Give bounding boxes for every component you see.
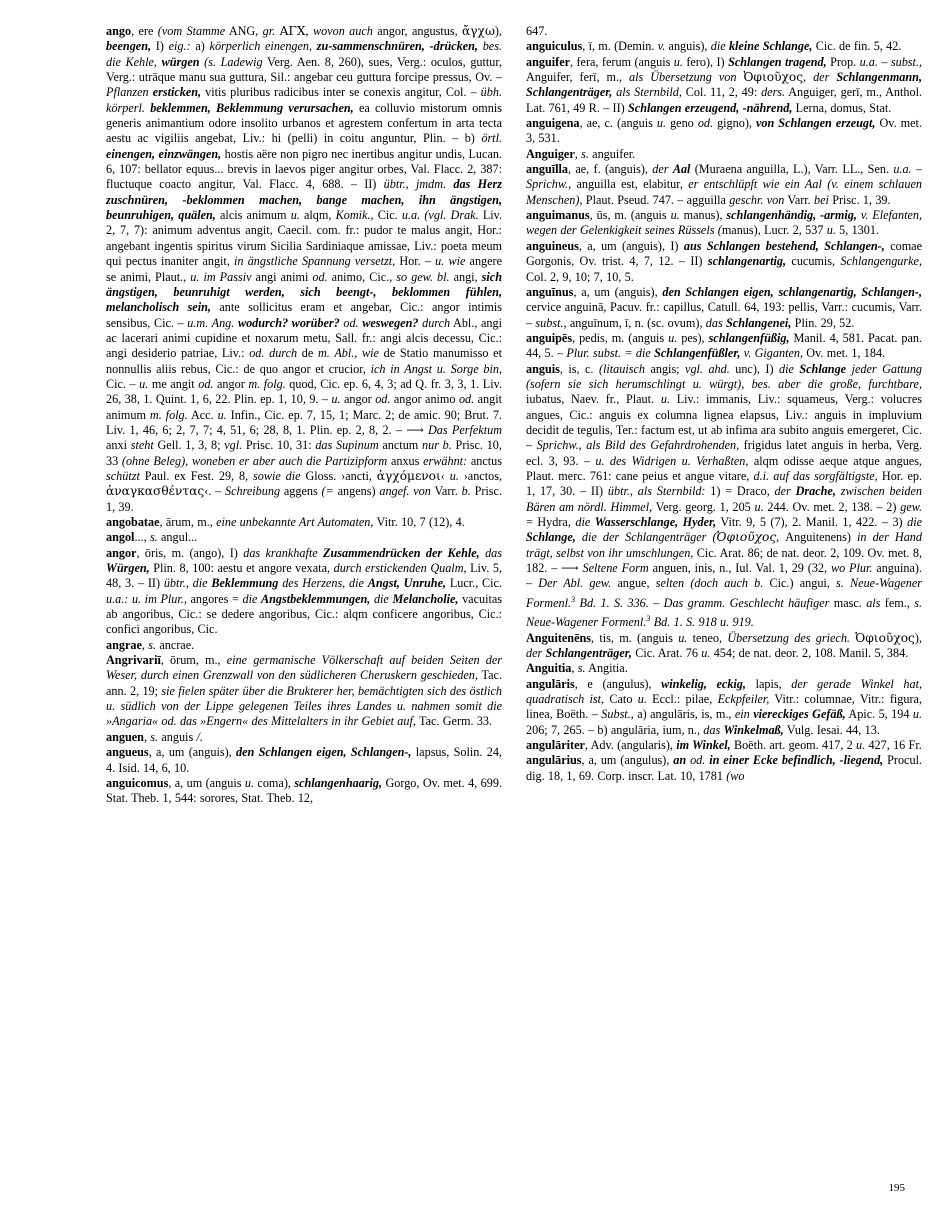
dictionary-entry: anguifer, fera, ferum (anguis u. fero), I) Schlangen tragend, Prop. u.a. – subst., Anguifer, ferī, m., als Übersetzung von Ὀφιοῦχος, der Schlangenmann, Schlangenträger, als Sternbild, Col. 11, 2, 49: ders. Anguiger, gerī, m., Anthol. Lat. 761, 49 R. – II) Schlangen erzeugend, -nährend, Lerna, domus, Stat.: [526, 54, 923, 115]
dictionary-entry: anguicomus, a, um (anguis u. coma), schlangenhaarig, Gorgo, Ov. met. 4, 699. Stat. Theb. 1, 544: sorores, Stat. Theb. 12,: [106, 775, 502, 806]
dictionary-entry: anguen, s. anguis /.: [106, 729, 203, 744]
dictionary-entry: ango, ere (vom Stamme ANG, gr. AΓΧ, wovon auch angor, angustus, ἄγχω), beengen, I) eig.: a) körperlich einengen, zu-sammenschnüren, -drücken, bes. die Kehle, würgen (s. Ladewig Verg. Aen. 8, 260), sues, Verg.: oculos, guttur, Verg.: utrāque manu sua guttura, Sil.: angebar ceu guttura forcipe pressus, Ov. – Pflanzen ersticken, vitis pluribus radicibus inter se conexis angitur, Col. – übh. körperl. beklemmen, Beklemmung verursachen, ea colluvio mistorum omnis generis animantium odore insolito urbanos et agrestem confertum in arta tecta aestu ac vigiliis angebat, Liv.: hi (pelli) in coitu anguntur, Plin. – b) örtl. einengen, einzwängen, hostis aëre non pigro nec inertibus angitur undis, Lucan. 6, 107: bellator equus... brevis in laevos piger angitur orbes, Val. Flacc. 2, 387: fluctuque coacto angitur, Val. Flacc. 4, 688. – II) übtr., jmdm. das Herz zuschnüren, -beklommen machen, bange machen, ihn ängstigen, beunruhigen, quälen, alcis animum u. alqm, Komik., Cic. u.a. (vgl. Drak. Liv. 2, 7, 7): animum adventus angit, Caecil. com. fr.: pudor te malus angit, Hor.: angebant ingentis spiritus virum Sicilia Sardiniaque amissae, Liv.: poeta meum qui pectus inaniter angit, in ängstliche Spannung versetzt, Hor. – u. wie angere se animi, Plaut., u. im Passiv angi animi od. animo, Cic., so gew. bl. angi, sich ängstigen, beunruhigt werden, sich beengt-, beklommen fühlen, melancholisch sein, ante sollicitus eram et angebar, Cic.: angor intimis sensibus, Cic. – u.m. Ang. wodurch? worüber? od. weswegen? durch Abl., angi ac lacerari animi cupidine et noxarum metu, Sall. fr.: angi alcis decessu, Cic.: angi desiderio patriae, Liv.: od. durch de m. Abl., wie de Statio manumisso et nonnullis aliis rebus, Cic.: de quo angor et crucior, ich in Angst u. Sorge bin, Cic. – u. me angit od. angor m. folg. quod, Cic. ep. 6, 4, 3; ad Q. fr. 3, 3, 1. Liv. 26, 38, 1. Quint. 1, 6, 22. Plin. ep. 1, 10, 9. – u. angor od. angor animo od. angit animum m. folg. Acc. u. Infin., Cic. ep. 7, 15, 1; Marc. 2; de amic. 90; Brut. 7. Liv. 1, 46, 6; 2, 7, 7; 4, 51, 6; 28, 8, 1. Plin. ep. 2, 8, 2. – ⟶ Das Perfektum anxi steht Gell. 1, 3, 8; vgl. Prisc. 10, 31: das Supinum anctum nur b. Prisc. 10, 33 (ohne Beleg), woneben er aber auch die Partizipform anxus erwähnt: anctus schützt Paul. ex Fest. 29, 8, sowie die Gloss. ›ancti, ἀγχόμενοι‹ u. ›anctos, ἀναγκασθέντας‹. – Schreibung aggens (= angens) angef. von Varr. b. Prisc. 1, 39.: [106, 24, 503, 514]
left-column: [106, 24, 502, 1170]
dictionary-entry: Anguitenēns, tis, m. (anguis u. teneo, Übersetzung des griech. Ὀφιοῦχος), der Schlangenträger, Cic. Arat. 76 u. 454; de nat. deor. 2, 108. Manil. 5, 384.: [526, 630, 922, 660]
dictionary-entry: angulārius, a, um (angulus), an od. in einer Ecke befindlich, -liegend, Procul. dig. 18, 1, 69. Corp. inscr. Lat. 10, 1781 (wo: [526, 753, 922, 783]
entry-continuation: 647.: [526, 24, 548, 38]
dictionary-entry: angrae, s. ancrae.: [106, 637, 195, 652]
dictionary-entry: anguigena, ae, c. (anguis u. geno od. gigno), von Schlangen erzeugt, Ov. met. 3, 531.: [526, 116, 922, 146]
dictionary-entry: angueus, a, um (anguis), den Schlangen eigen, Schlangen-, lapsus, Solin. 24, 4. Isid. 14, 6, 10.: [106, 745, 502, 775]
dictionary-entry: Anguiger, s. anguifer.: [526, 146, 636, 161]
dictionary-entry: angobatae, ārum, m., eine unbekannte Art Automaten, Vitr. 10, 7 (12), 4.: [106, 515, 465, 529]
dictionary-entry: anguineus, a, um (anguis), I) aus Schlangen bestehend, Schlangen-, comae Gorgonis, Ov. trist. 4, 7, 12. – II) schlangenartig, cucumis, Schlangengurke, Col. 2, 9, 10; 7, 10, 5.: [526, 238, 922, 284]
dictionary-entry: anguipēs, pedis, m. (anguis u. pes), schlangenfüßig, Manil. 4, 581. Pacat. pan. 44, 5. – Plur. subst. = die Schlangenfüßler, v. Giganten, Ov. met. 1, 184.: [526, 330, 923, 361]
dictionary-entry: angulāriter, Adv. (angularis), im Winkel, Boëth. art. geom. 417, 2 u. 427, 16 Fr.: [526, 737, 922, 752]
dictionary-entry: anguīlla, ae, f. (anguis), der Aal (Muraena anguilla, L.), Varr. LL., Sen. u.a. – Sprichw., anguilla est, elabitur, er entschlüpft wie ein Aal (v. einem schlauen Menschen), Plaut. Pseud. 747. – agguilla geschr. von Varr. bei Prisc. 1, 39.: [526, 162, 922, 207]
dictionary-entry: anguiculus, ī, m. (Demin. v. anguis), die kleine Schlange, Cic. de fin. 5, 42.: [526, 39, 902, 54]
right-column: [526, 24, 922, 1170]
dictionary-entry: angulāris, e (angulus), winkelig, eckig, lapis, der gerade Winkel hat, quadratisch ist, Cato u. Eccl.: pilae, Eckpfeiler, Vitr.: columnae, Vitr.: figura, linea, Boëth. – Subst., a) angulāris, is, m., ein viereckiges Gefäß, Apic. 5, 194 u. 206; 7, 265. – b) angulāria, ium, n., das Winkelmaß, Vulg. Iesai. 44, 13.: [526, 676, 923, 737]
page-number: 195: [888, 1182, 905, 1194]
page-columns: [30, 24, 923, 1170]
dictionary-entry: anguimanus, ūs, m. (anguis u. manus), schlangenhändig, -armig, v. Elefanten, wegen der Gelenkigkeit seines Rüssels (manus), Lucr. 2, 537 u. 5, 1301.: [526, 208, 923, 238]
dictionary-entry: anguis, is, c. (litauisch angis; vgl. ahd. unc), I) die Schlange jeder Gattung (sofern sie sich herumschlingt u. würgt), bes. aber die große, furchtbare, iubatus, Naev. fr., Plaut. u. Liv.: immanis, Liv.: squameus, Verg.: volucres angues, Cic.: anguis ex columna lignea elapsus, Liv.: anguis in impluvium decidit de tegulis, Ter.: factum est, ut ab infima ara subito anguis emergeret, Cic. – Sprichw., als Bild des Gefahrdrohenden, frigidus latet anguis in herba, Verg. ecl. 3, 93. – u. des Widrigen u. Verhaßten, alqm odisse aeque atque angues, Plaut. merc. 761: cane peius et angue vitare, d.i. auf das sorgfältigste, Hor. ep. 1, 17, 30. – II) übtr., als Sternbild: 1) = Draco, der Drache, zwischen beiden Bären am nördl. Himmel, Verg. georg. 1, 205 u. 244. Ov. met. 2, 138. – 2) gew. = Hydra, die Wasserschlange, Hyder, Vitr. 9, 5 (7), 2. Manil. 1, 422. – 3) die Schlange, die der Schlangenträger (Ὀφιοῦχος, Anguitenens) in der Hand trägt, selbst von ihr umschlungen, Cic. Arat. 86; de nat. deor. 2, 109. Ov. met. 8, 182. – ⟶ Seltene Form anguen, inis, n., Iul. Val. 1, 29 (32, wo Plur. anguina). – Der Abl. gew. angue, selten (doch auch b. Cic.) angui, s. Neue-Wagener Formenl.$^3$ Bd. 1. S. 336. – Das gramm. Geschlecht häufiger masc. als fem., s. Neue-Wagener Formenl.$^3$ Bd. 1. S. 918 u. 919.: [526, 361, 923, 630]
dictionary-entry: Anguitia, s. Angitia.: [526, 661, 628, 676]
dictionary-entry: Angrivariī, ōrum, m., eine germanische Völkerschaft auf beiden Seiten der Weser, durch einen Grenzwall von den südlicheren Cheruskern geschieden, Tac. ann. 2, 19; sie fielen später über die Brukterer her, bemächtigten sich des östlich u. südlich von der Lippe gelegenen Teiles ihres Landes u. nahmen somit die »Angaria« od. das »Engern« des Mittelalters in ihr Gebiet auf, Tac. Germ. 33.: [106, 653, 503, 729]
dictionary-entry: anguīnus, a, um (anguis), den Schlangen eigen, schlangenartig, Schlangen-, cervice anguinā, Pacuv. fr.: capillus, Catull. 64, 193: pellis, Varr.: cucumis, Varr. – subst., anguīnum, ī, n. (sc. ovum), das Schlangenei, Plin. 29, 52.: [526, 284, 922, 330]
dictionary-entry: angol..., s. angul...: [106, 530, 198, 545]
dictionary-entry: angor, ōris, m. (ango), I) das krankhafte Zusammendrücken der Kehle, das Würgen, Plin. 8, 100: aestu et angore vexata, durch erstickenden Qualm, Liv. 5, 48, 3. – II) übtr., die Beklemmung des Herzens, die Angst, Unruhe, Lucr., Cic. u.a.: u. im Plur., angores = die Angstbeklemmungen, die Melancholie, vacuitas ab angoribus, Cic.: se dedere angoribus, Cic.: alqm conficere angoribus, Cic.: confici angoribus, Cic.: [106, 545, 503, 637]
